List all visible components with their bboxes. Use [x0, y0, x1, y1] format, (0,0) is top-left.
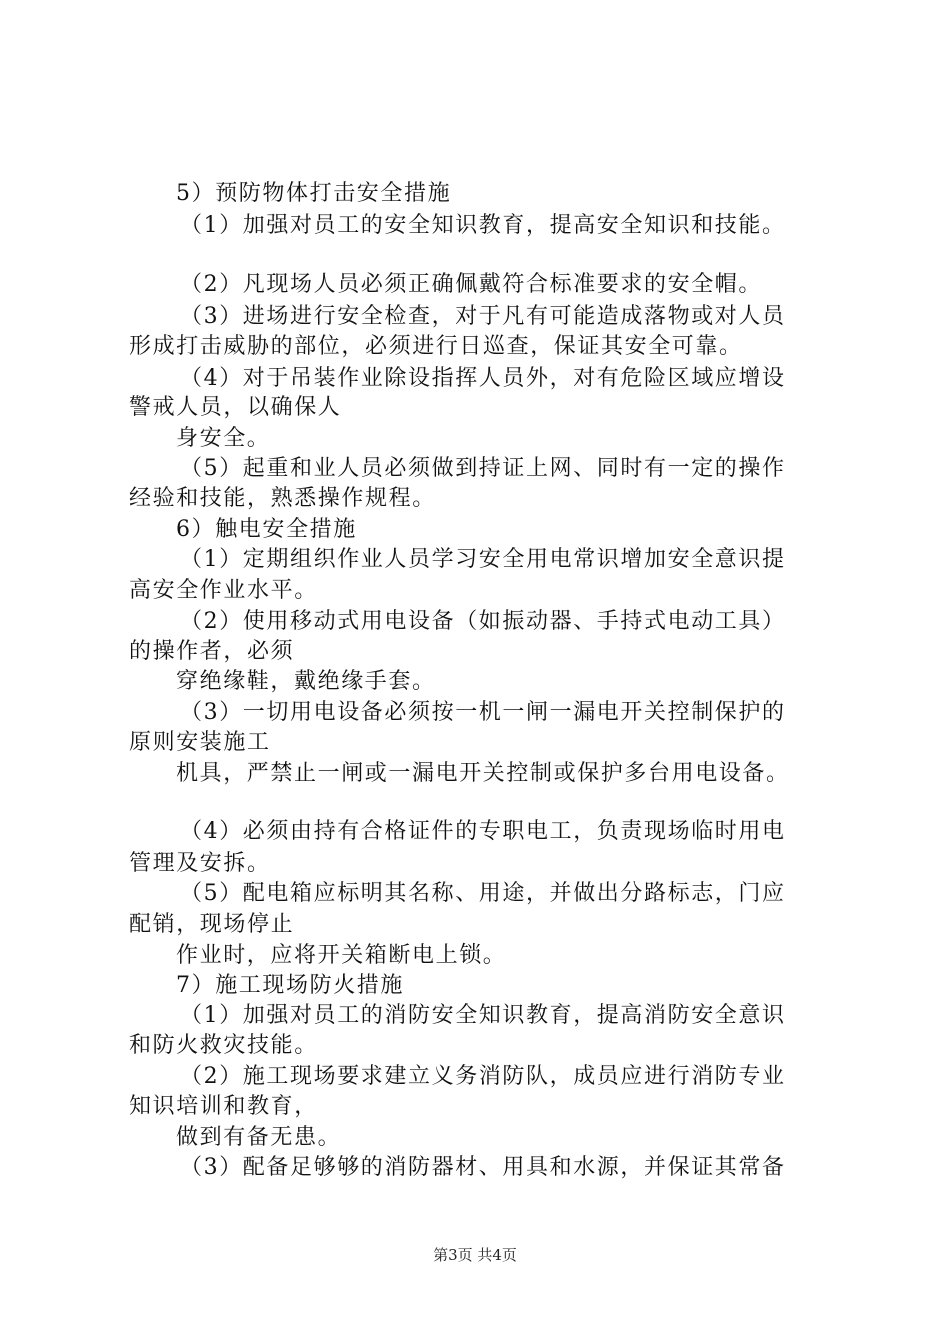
paragraph-line: （1）定期组织作业人员学习安全用电常识增加安全意识提 [180, 547, 786, 572]
paragraph-line: （1）加强对员工的安全知识教育，提高安全知识和技能。 [180, 213, 786, 238]
paragraph-line: 形成打击威胁的部位，必须进行日巡查，保证其安全可靠。 [129, 334, 743, 359]
paragraph-line: （4）对于吊装作业除设指挥人员外，对有危险区域应增设 [180, 366, 786, 391]
paragraph-line: 机具，严禁止一闸或一漏电开关控制或保护多台用电设备。 [176, 761, 790, 786]
paragraph-line: 配销，现场停止 [129, 912, 295, 937]
paragraph-line: 知识培训和教育， [129, 1094, 318, 1119]
paragraph-line: 的操作者，必须 [129, 639, 295, 664]
paragraph-line: 做到有备无患。 [176, 1125, 342, 1150]
paragraph-line: 管理及安拆。 [129, 851, 271, 876]
paragraph-line: 原则安装施工 [129, 730, 271, 755]
paragraph-line: （5）配电箱应标明其名称、用途，并做出分路标志，门应 [180, 881, 786, 906]
paragraph-line: （4）必须由持有合格证件的专职电工，负责现场临时用电 [180, 819, 786, 844]
paragraph-line: （5）起重和业人员必须做到持证上网、同时有一定的操作 [180, 456, 786, 481]
paragraph-line: 身安全。 [176, 426, 271, 451]
section-heading-5: 5）预防物体打击安全措施 [176, 181, 452, 206]
paragraph-line: （2）使用移动式用电设备（如振动器、手持式电动工具） [180, 609, 786, 634]
paragraph-line: 穿绝缘鞋，戴绝缘手套。 [176, 669, 436, 694]
paragraph-line: 和防火救灾技能。 [129, 1033, 318, 1058]
paragraph-line: 警戒人员，以确保人 [129, 395, 342, 420]
paragraph-line: 高安全作业水平。 [129, 578, 318, 603]
section-heading-7: 7）施工现场防火措施 [176, 973, 404, 998]
paragraph-line: （3）进场进行安全检查，对于凡有可能造成落物或对人员 [180, 304, 786, 329]
section-heading-6: 6）触电安全措施 [176, 517, 357, 542]
paragraph-line: （2）凡现场人员必须正确佩戴符合标准要求的安全帽。 [180, 272, 762, 297]
paragraph-line: （3）一切用电设备必须按一机一闸一漏电开关控制保护的 [180, 700, 786, 725]
page-footer: 第3页 共4页 [433, 1246, 517, 1264]
paragraph-line: （2）施工现场要求建立义务消防队，成员应进行消防专业 [180, 1064, 786, 1089]
paragraph-line: 作业时，应将开关箱断电上锁。 [176, 943, 507, 968]
paragraph-line: （3）配备足够够的消防器材、用具和水源，并保证其常备 [180, 1155, 786, 1180]
paragraph-line: （1）加强对员工的消防安全知识教育，提高消防安全意识 [180, 1003, 786, 1028]
paragraph-line: 经验和技能，熟悉操作规程。 [129, 486, 436, 511]
